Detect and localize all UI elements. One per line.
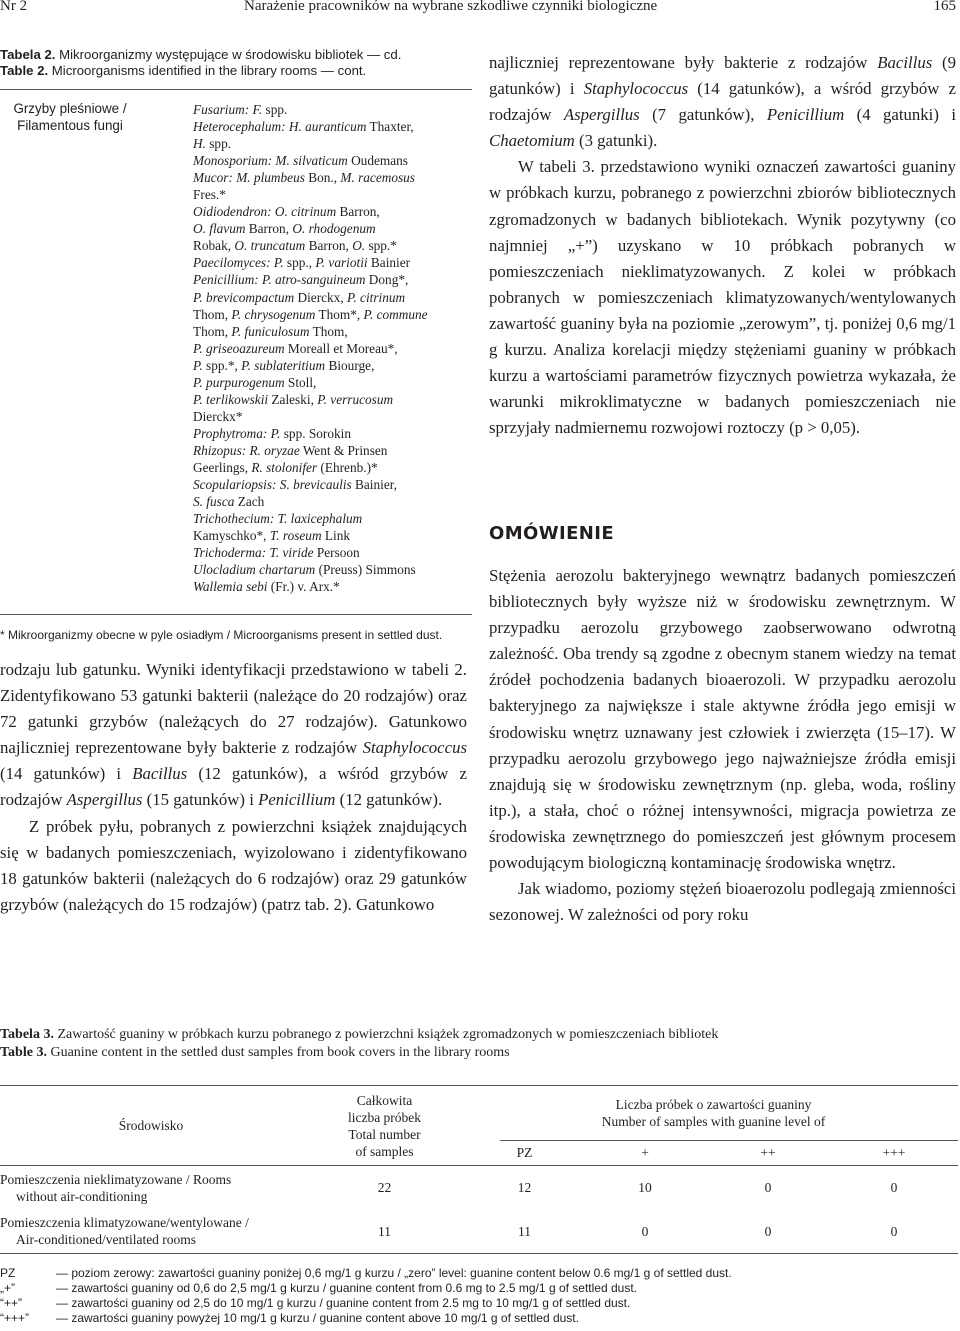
italic-text: O. rhodogenum <box>292 221 376 237</box>
env-line: without air-conditioning <box>16 1188 148 1204</box>
text-run: Barron, <box>245 221 293 237</box>
italic-text: P. funiculosum <box>231 323 310 339</box>
genus-line <box>193 442 483 459</box>
genus-line <box>193 561 483 578</box>
text-run: Thom, <box>193 323 232 339</box>
footnote-key: “++” <box>0 1296 23 1310</box>
level-label-plus3: +++ <box>882 1145 906 1160</box>
genus-line <box>193 510 483 527</box>
env-line: Pomieszczenia nieklimatyzowane / Rooms <box>0 1171 232 1187</box>
text-run: rodzaju lub gatunku. Wyniki identyfikacji przedstawiono w tabeli 2. Zidentyfikowano 53 gatunki bakterii (należące do 20 rodzajów) oraz 72 gatunki grzybów (należących do 27 rodzajów). Gatunkowo najliczniej reprezentowane były bakterie z rodzajów <box>0 660 467 758</box>
footnote-text: — zawartości guaniny powyżej 10 mg/1 g kurzu / guanine content above 10 mg/1 g of settled dust. <box>56 1311 579 1325</box>
italic-text: Penicillium <box>258 790 336 810</box>
genus-line <box>193 476 483 493</box>
text-run: Persoon <box>313 545 360 561</box>
page-number: 165 <box>933 0 956 14</box>
genus-line <box>193 271 483 288</box>
text-run: Barron, <box>305 238 353 254</box>
genus-line <box>193 425 483 442</box>
head-total-line: Total number <box>348 1126 421 1142</box>
text-run: Link <box>321 528 350 544</box>
env-line: Air-conditioned/ventilated rooms <box>16 1232 197 1247</box>
row-level-plus2: 0 <box>764 1180 772 1195</box>
head-levels-en: Number of samples with guanine level of <box>601 1114 826 1129</box>
italic-text: Bacillus <box>877 53 933 72</box>
italic-text: P. commune <box>363 306 428 322</box>
italic-text: Aspergillus <box>66 790 143 810</box>
table2-top-rule <box>0 89 472 90</box>
italic-text: H. <box>193 136 206 152</box>
text-run: (7 gatunków), <box>639 105 767 125</box>
italic-text: P. verrucosum <box>317 391 394 407</box>
text-run: spp., <box>283 255 316 271</box>
italic-text: Chaetomium <box>489 131 575 151</box>
text-run: W tabeli 3. przedstawiono wyniki oznaczeń zawartości guaniny w próbkach kurzu, pobranego z powierzchni zbiorów bibliotecznych zgromadzonych w badanych bibliotekach. Wynik pozytywny (co najmniej „+”) uzyskano w 10 próbkach pobranych w pomieszczeniach nieklimatyzowanych. Z kolei w próbkach pobranych w pomieszczeniach klimatyzowanych/wentylowanych zawartość guaniny była na poziomie „zerowym”, tj. poniżej 0,6 mg/1 g kurzu. Analiza korelacji między stężeniami guaniny w próbkach kurzu a wartościami parametrów fizycznych powietrza wykazała, że warunki mikroklimatyczne w badanych pomieszczeniach nie sprzyjały nadmiernemu rozwojowi roztoczy (p > 0,05). <box>489 157 956 438</box>
text-run: Thom, <box>309 323 348 339</box>
text-run: spp. <box>262 102 288 117</box>
paragraph <box>489 876 956 928</box>
paragraph <box>489 563 956 876</box>
genus-line <box>193 391 483 408</box>
table2-bottom-rule <box>0 614 472 615</box>
italic-text: P. chrysogenum <box>231 306 316 322</box>
text-run: Stoll, <box>284 374 317 390</box>
italic-text: S. fusca <box>193 494 235 510</box>
text-run: (15 gatunków) i <box>142 790 259 810</box>
genus-line <box>193 357 483 374</box>
table3-caption-en: Guanine content in the settled dust samples from book covers in the library rooms <box>46 1045 510 1060</box>
text-run: Fres.* <box>193 187 226 203</box>
italic-text: Staphylococcus <box>362 738 467 758</box>
level-label-plus2: ++ <box>760 1145 776 1160</box>
italic-text: P. <box>193 357 203 373</box>
italic-text: Trichoderma: T. viride <box>193 545 314 561</box>
row-total: 22 <box>377 1180 392 1195</box>
italic-text: O. flavum <box>193 221 246 237</box>
text-run: Jak wiadomo, poziomy stężeń bioaerozolu podlegają zmienności sezonowej. W zależności od pory roku <box>489 879 956 925</box>
italic-text: Aspergillus <box>563 105 640 125</box>
row-level-plus3: 0 <box>890 1223 898 1239</box>
text-run: Kamyschko*, <box>193 528 270 544</box>
row-level-plus: 0 <box>641 1223 649 1239</box>
table2-caption <box>0 47 401 78</box>
genus-line <box>193 408 483 425</box>
italic-text: O. truncatum <box>234 238 306 254</box>
text-run: Stężenia aerozolu bakteryjnego wewnątrz badanych pomieszczeń bibliotecznych były wyższe niż w środowisku zewnętrznym. W przypadku aerozolu grzybowego zaobserwowano odwrotną zależność. Oba trendy są zgodne z obecnym stanem wiedzy na temat źródeł pochodzenia badanych bioaerozoli. W przypadku aerozolu bakteryjnego za największe i stale aktywne źródła jego emisji w środowisku wnętrz uznawany jest człowiek i zwierzęta (15–17). W przypadku aerozolu grzybowego jego najważniejsze źródła emisji znajdują się w środowisku zewnętrznym (np. gleba, woda, rośliny itp.), a stała, choć o różnej intensywności, migracja powietrza ze środowiska zewnętrznego do pomieszczeń jest głównym procesem powodującym biologiczną kontaminację środowiska wnętrz. <box>489 566 956 873</box>
row-environment <box>0 1165 302 1210</box>
italic-text: R. stolonifer <box>251 459 318 475</box>
genus-line <box>193 169 483 186</box>
genus-line <box>193 340 483 357</box>
paragraph <box>489 50 956 154</box>
table2-group-label <box>0 100 140 134</box>
text-run: (9 gatunków) i <box>489 53 956 99</box>
text-run: (4 gatunki) i <box>844 105 957 125</box>
head-total-line: liczba próbek <box>347 1109 422 1125</box>
genus-line <box>193 527 483 544</box>
genus-line <box>193 493 483 510</box>
footnote-key: „+” <box>0 1281 15 1295</box>
table3-caption-en-label: Table 3. <box>0 1045 47 1060</box>
row-level-pz: 11 <box>518 1223 531 1239</box>
text-run: (Ehrenb.)* <box>317 459 378 475</box>
footnote-key: “+++” <box>0 1311 30 1325</box>
italic-text: Trichothecium: T. laxicephalum <box>193 511 363 527</box>
row-level-pz: 12 <box>517 1180 532 1195</box>
italic-text: T. roseum <box>269 528 322 544</box>
text-run: spp. <box>205 136 232 152</box>
genus-line <box>193 220 483 237</box>
text-run: Dierckx, <box>294 289 347 305</box>
genus-line <box>193 459 483 476</box>
head-total-line: Całkowita <box>356 1092 413 1108</box>
table3-head-total <box>302 1086 467 1165</box>
italic-text: Fusarium: F. <box>193 102 263 117</box>
table3 <box>0 1086 960 1252</box>
text-run: Dong*, <box>365 272 409 288</box>
row-level-plus2: 0 <box>764 1223 772 1239</box>
text-run: Robak, <box>193 238 235 254</box>
text-run: Zach <box>234 494 265 510</box>
text-run: (Preuss) Simmons <box>315 562 416 578</box>
text-run: (3 gatunki). <box>574 131 658 151</box>
text-run: Oudemans <box>347 153 408 169</box>
italic-text: Paecilomyces: P. <box>193 255 284 271</box>
table3-head-levels <box>467 1086 960 1140</box>
text-run: Thom*, <box>315 306 364 322</box>
genus-line <box>193 306 483 323</box>
genus-line <box>193 203 483 220</box>
italic-text: P. sublateritium <box>241 357 326 373</box>
genus-line <box>193 254 483 271</box>
left-column-text <box>0 657 467 918</box>
text-run: Bon., <box>304 170 341 186</box>
text-run: (14 gatunków), a wśród grzybów z rodzajów <box>489 79 956 125</box>
table2-caption-pl-label: Tabela 2. <box>0 47 56 62</box>
env-line: Pomieszczenia klimatyzowane/wentylowane / <box>0 1215 249 1230</box>
head-total-line: of samples <box>355 1143 414 1159</box>
table2-caption-pl: Mikroorganizmy występujące w środowisku bibliotek — cd. <box>55 47 402 62</box>
italic-text: Staphylococcus <box>583 79 689 99</box>
text-run: (12 gatunków), a wśród grzybów z rodzajów <box>0 764 467 810</box>
table3-caption <box>0 1026 718 1062</box>
text-run: Went & Prinsen <box>299 442 388 458</box>
table-row <box>0 1165 960 1210</box>
section-heading-discussion: OMÓWIENIE <box>489 523 615 544</box>
italic-text: Wallemia sebi <box>193 579 268 595</box>
text-run: Biourge, <box>325 357 375 373</box>
running-title: Narażenie pracowników na wybrane szkodliwe czynniki biologiczne <box>244 0 658 14</box>
table2-caption-en: Microorganisms identified in the library rooms — cont. <box>48 62 367 78</box>
row-level-plus: 10 <box>638 1180 652 1195</box>
italic-text: P. citrinum <box>347 289 406 305</box>
genus-line <box>193 101 483 118</box>
footnote-text: — poziom zerowy: zawartości guaniny poniżej 0,6 mg/1 g kurzu / „zero” level: guanine content below 0.6 mg/1 g of settled dust. <box>56 1266 732 1280</box>
row-environment <box>0 1210 302 1252</box>
text-run: (12 gatunków). <box>335 790 443 810</box>
group-label-en: Filamentous fungi <box>17 118 123 133</box>
text-run: Bainier <box>367 255 411 271</box>
row-level-plus3: 0 <box>890 1180 898 1195</box>
text-run: Geerlings, <box>193 459 252 475</box>
right-column-results-text <box>489 50 956 441</box>
genus-line <box>193 237 483 254</box>
genus-line <box>193 578 483 595</box>
italic-text: Scopulariopsis: S. brevicaulis <box>193 477 352 493</box>
italic-text: P. terlikowskii <box>193 391 269 407</box>
text-run: Bainier, <box>351 477 397 493</box>
footnote-text: — zawartości guaniny od 2,5 do 10 mg/1 g kurzu / guanine content from 2.5 mg to 10 mg/1 g of settled dust. <box>56 1296 631 1310</box>
genus-line <box>193 118 483 135</box>
table3-caption-pl-label: Tabela 3. <box>0 1027 54 1042</box>
paragraph <box>0 657 467 814</box>
text-run: spp.*, <box>202 357 242 373</box>
table-row <box>0 1210 960 1252</box>
paragraph <box>0 814 467 918</box>
genus-line <box>193 323 483 340</box>
italic-text: M. racemosus <box>340 170 415 186</box>
issue-number: Nr 2 <box>0 0 28 14</box>
genus-line <box>193 289 483 306</box>
level-label-pz: PZ <box>516 1145 533 1160</box>
table3-head-environment: Środowisko <box>118 1118 184 1133</box>
genus-line <box>193 374 483 391</box>
genus-line <box>193 135 483 152</box>
genus-line <box>193 152 483 169</box>
text-run: Thom, <box>193 306 232 322</box>
table3-header-row <box>0 1086 960 1140</box>
footnote-key: PZ <box>0 1266 16 1280</box>
table3-bottom-rule <box>0 1253 958 1254</box>
text-run: spp. Sorokin <box>280 425 351 441</box>
footnote-text: — zawartości guaniny od 0,6 do 2,5 mg/1 g kurzu / guanine content from 0.6 mg to 2.5 mg/1 g of settled dust. <box>56 1281 637 1295</box>
fungi-genera-list <box>193 101 483 595</box>
italic-text: P. purpurogenum <box>193 374 285 390</box>
italic-text: P. griseoazureum <box>193 340 285 356</box>
text-run: (Fr.) v. Arx.* <box>267 579 340 595</box>
row-total: 11 <box>378 1223 391 1239</box>
text-run: Zaleski, <box>268 391 318 407</box>
italic-text: Rhizopus: R. oryzae <box>193 442 300 458</box>
italic-text: Penicillium: P. atro-sanguineum <box>193 272 366 288</box>
table2-caption-en-label: Table 2. <box>0 62 49 78</box>
italic-text: Oidiodendron: O. citrinum <box>193 204 337 220</box>
italic-text: Ulocladium chartarum <box>193 562 316 578</box>
italic-text: O. <box>352 238 366 254</box>
table2-footnote: * Mikroorganizmy obecne w pyle osiadłym / Microorganisms present in settled dust. <box>0 628 443 642</box>
italic-text: Penicillium <box>766 105 845 125</box>
italic-text: Prophytroma: P. <box>193 425 281 441</box>
text-run: Dierckx* <box>193 408 243 424</box>
text-run: Moreall et Moreau*, <box>284 340 398 356</box>
italic-text: P. variotii <box>315 255 368 271</box>
text-run: Z próbek pyłu, pobranych z powierzchni książek znajdujących się w badanych pomieszczeniach, wyizolowano i zidentyfikowano 18 gatunków bakterii (należących do 6 rodzajów) oraz 29 gatunków grzybów (należących do 15 rodzajów) (patrz tab. 2). Gatunkowo <box>0 816 467 914</box>
text-run: spp.* <box>365 238 397 254</box>
head-levels-pl: Liczba próbek o zawartości guaniny <box>615 1097 812 1112</box>
italic-text: Mucor: M. plumbeus <box>193 170 305 186</box>
italic-text: Bacillus <box>132 764 188 784</box>
paragraph <box>489 154 956 441</box>
table3-caption-pl: Zawartość guaniny w próbkach kurzu pobranego z powierzchni książek zgromadzonych w pomieszczeniach bibliotek <box>53 1027 719 1042</box>
group-label-pl: Grzyby pleśniowe / <box>13 101 127 116</box>
text-run: Thaxter, <box>366 119 414 135</box>
text-run: najliczniej reprezentowane były bakterie z rodzajów <box>489 53 878 72</box>
right-column-discussion-text <box>489 563 956 928</box>
italic-text: P. brevicompactum <box>193 289 295 305</box>
italic-text: Heterocephalum: H. auranticum <box>193 119 367 135</box>
text-run: Barron, <box>336 204 380 220</box>
italic-text: Monosporium: M. silvaticum <box>193 153 348 169</box>
genus-line <box>193 186 483 203</box>
level-label-plus: + <box>641 1145 649 1160</box>
genus-line <box>193 544 483 561</box>
text-run: (14 gatunków) i <box>0 764 133 784</box>
